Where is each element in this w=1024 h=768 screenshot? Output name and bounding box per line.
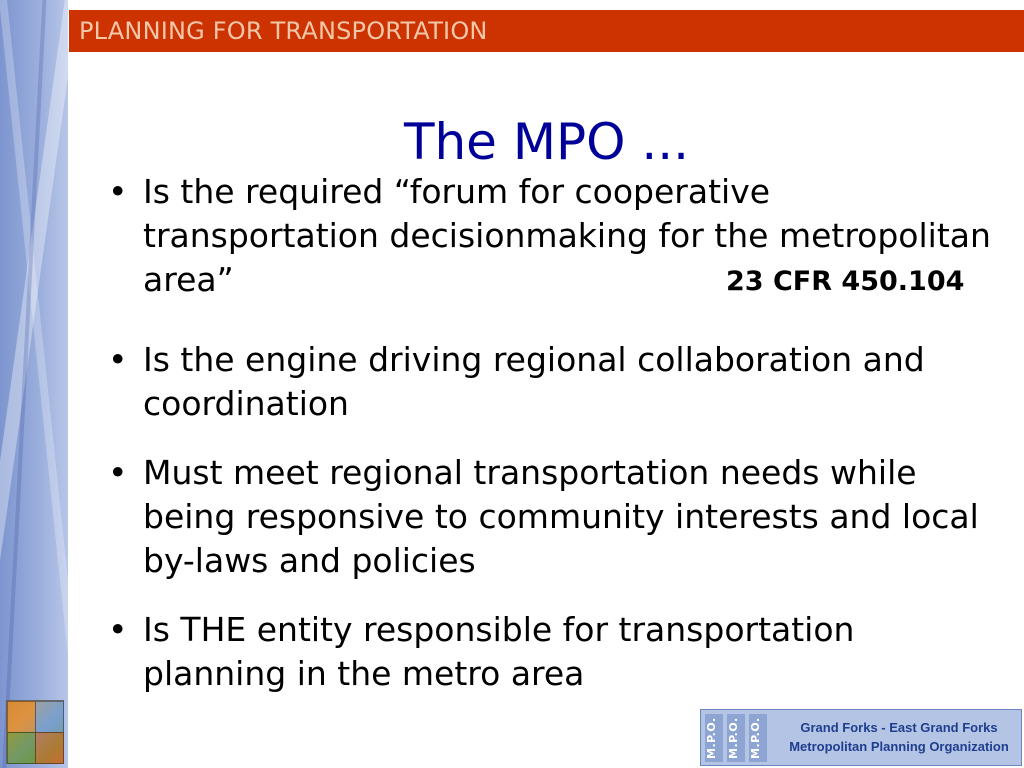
- logo-mpo-label: M.P.O.: [727, 714, 745, 762]
- emblem-tile: [35, 732, 64, 764]
- logo-org-subtitle: Metropolitan Planning Organization: [789, 739, 1009, 754]
- citation-reference: 23 CFR 450.104: [726, 266, 965, 297]
- bullet-marker: •: [108, 610, 128, 649]
- bullet-text: Is the engine driving regional collaboration and coordination: [143, 340, 925, 423]
- header-bar: [69, 10, 1024, 52]
- bullet-text: Is THE entity responsible for transportation planning in the metro area: [143, 610, 855, 693]
- slide-title: The MPO ...: [403, 113, 690, 171]
- bullet-marker: •: [108, 453, 128, 492]
- organization-logo: [700, 709, 1022, 766]
- header-title: PLANNING FOR TRANSPORTATION: [79, 17, 488, 45]
- emblem-tile: [7, 732, 36, 764]
- logo-mpo-label: M.P.O.: [749, 714, 767, 762]
- bullet-marker: •: [108, 172, 128, 211]
- side-decorative-band: [0, 0, 68, 768]
- emblem-image: [6, 700, 64, 764]
- bullet-marker: •: [108, 340, 128, 379]
- bullet-text: Must meet regional transportation needs while being responsive to community interests and local by-laws and policies: [143, 453, 979, 580]
- logo-org-name: Grand Forks - East Grand Forks: [800, 720, 998, 735]
- emblem-tile: [35, 701, 64, 733]
- logo-mpo-label: M.P.O.: [705, 714, 723, 762]
- bullet-text: Is the required “forum for cooperative transportation decisionmaking for the metropolitan area”: [143, 172, 991, 299]
- emblem-tile: [7, 701, 36, 733]
